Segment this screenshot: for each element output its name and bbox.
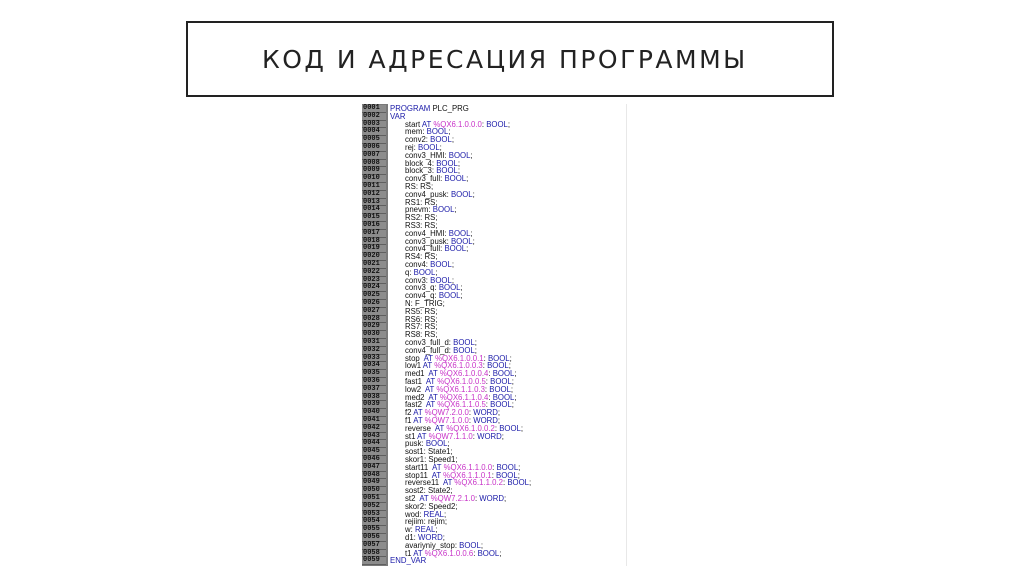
- code-keyword: BOOL: [459, 540, 481, 550]
- code-line: [362, 316, 626, 324]
- code-keyword: AT: [417, 431, 429, 441]
- code-line: [362, 152, 626, 160]
- code-keyword: BOOL: [418, 143, 440, 152]
- code-token: ;: [518, 462, 521, 472]
- code-token: ;: [451, 260, 454, 269]
- code-token: ;: [466, 244, 469, 254]
- code-token: ;: [448, 127, 451, 137]
- code-address: %QX6.1.0.0.3: [434, 361, 483, 371]
- code-token: ;: [470, 228, 473, 238]
- line-number: 0042: [362, 425, 386, 433]
- line-number: 0030: [362, 331, 386, 339]
- code-token: skor2: Speed2;: [405, 501, 458, 511]
- code-keyword: AT: [425, 400, 438, 410]
- line-number: 0008: [362, 160, 386, 168]
- line-number: 0027: [362, 308, 386, 316]
- code-token: ;: [444, 509, 447, 519]
- code-token: med1: [405, 369, 429, 379]
- code-token: sost1: State1;: [405, 447, 453, 457]
- code-line: [362, 300, 626, 308]
- code-line: [362, 518, 626, 526]
- code-token: :: [468, 408, 474, 418]
- code-keyword: BOOL: [448, 228, 471, 238]
- code-line: [362, 433, 626, 441]
- code-token: :: [483, 353, 488, 363]
- code-token: conv3_HMI:: [405, 150, 449, 160]
- line-number: 0002: [362, 113, 386, 121]
- code-keyword: BOOL: [436, 166, 458, 176]
- code-line: [362, 128, 626, 136]
- code-token: ;: [474, 345, 477, 355]
- code-token: d1:: [405, 533, 419, 542]
- code-keyword: BOOL: [432, 205, 455, 215]
- line-number: 0050: [362, 487, 386, 495]
- code-keyword: AT: [413, 408, 425, 418]
- code-address: %QX6.1.0.0.0: [433, 119, 482, 129]
- code-token: ;: [442, 533, 445, 542]
- code-keyword: BOOL: [430, 275, 452, 285]
- line-number: 0055: [362, 526, 386, 534]
- code-token: ;: [510, 384, 514, 394]
- code-keyword: BOOL: [477, 548, 500, 558]
- code-line: [362, 495, 626, 503]
- code-token: conv4_full_d:: [405, 345, 454, 355]
- line-number: 0025: [362, 292, 386, 300]
- code-token: :: [468, 416, 474, 425]
- code-line: [362, 199, 626, 207]
- code-token: rej:: [405, 143, 418, 152]
- code-address: %QW7.2.1.0: [430, 494, 475, 503]
- code-token: conv4_full:: [405, 244, 445, 254]
- code-token: ;: [472, 189, 475, 199]
- line-number: 0033: [362, 355, 386, 363]
- code-token: :: [485, 377, 491, 386]
- code-token: ;: [457, 158, 461, 168]
- code-token: fast2: [405, 400, 426, 410]
- code-line: [362, 230, 626, 238]
- code-keyword: BOOL: [496, 470, 518, 480]
- code-token: t1: [405, 548, 414, 558]
- code-line: [362, 479, 626, 487]
- code-token: :: [492, 462, 497, 472]
- code-keyword: AT: [423, 353, 436, 363]
- code-keyword: PROGRAM: [390, 104, 433, 113]
- code-token: start: [405, 119, 422, 129]
- code-token: conv4:: [405, 260, 431, 269]
- code-keyword: BOOL: [430, 135, 452, 145]
- code-line: [362, 214, 626, 222]
- code-keyword: AT: [428, 392, 440, 402]
- code-token: conv3_pusk:: [405, 236, 451, 246]
- line-number: 0049: [362, 479, 386, 487]
- code-token: ;: [460, 283, 463, 293]
- slide-title-frame: [186, 21, 834, 97]
- code-keyword: BOOL: [444, 174, 467, 184]
- code-line: [362, 144, 626, 152]
- code-keyword: BOOL: [430, 260, 452, 269]
- code-token: block_4:: [405, 158, 437, 168]
- code-token: avariyniy_stop:: [405, 540, 460, 550]
- code-token: RS3: RS;: [405, 221, 438, 230]
- line-number: 0011: [362, 183, 386, 191]
- line-number: 0038: [362, 394, 386, 402]
- code-token: ;: [507, 119, 511, 129]
- code-line: [362, 183, 626, 191]
- code-address: %QW7.1.0.0: [424, 416, 469, 425]
- code-token: :: [473, 548, 478, 558]
- line-number: 0031: [362, 339, 386, 347]
- code-token: conv3_full_d:: [405, 338, 454, 347]
- line-number: 0018: [362, 238, 386, 246]
- code-keyword: REAL: [423, 509, 445, 519]
- code-address: %QX6.1.0.0.4: [439, 369, 489, 379]
- code-token: stop: [405, 353, 424, 363]
- code-token: ;: [447, 439, 450, 449]
- line-number: 0046: [362, 456, 386, 464]
- code-token: ;: [514, 369, 517, 379]
- line-number: 0044: [362, 440, 386, 448]
- code-token: f1: [405, 416, 414, 425]
- code-keyword: BOOL: [487, 361, 509, 371]
- line-number: 0047: [362, 464, 386, 472]
- code-token: skor1: Speed1;: [405, 455, 458, 464]
- code-token: reverse: [405, 423, 435, 433]
- code-token: :: [488, 369, 493, 379]
- code-line: [362, 121, 626, 129]
- code-token: st1: [405, 431, 418, 441]
- code-keyword: AT: [431, 470, 444, 480]
- line-number: 0059: [362, 557, 386, 565]
- code-keyword: BOOL: [450, 236, 473, 246]
- line-number: 0003: [362, 121, 386, 129]
- code-token: :: [494, 423, 500, 433]
- line-number: 0015: [362, 214, 386, 222]
- code-token: conv3_full:: [405, 174, 445, 184]
- code-keyword: BOOL: [450, 189, 473, 199]
- code-token: ;: [509, 353, 512, 363]
- code-token: ;: [514, 392, 517, 402]
- code-token: :: [472, 431, 478, 441]
- code-token: conv2:: [405, 135, 431, 145]
- code-keyword: AT: [425, 377, 438, 386]
- line-number: 0036: [362, 378, 386, 386]
- code-token: ;: [451, 275, 454, 285]
- code-token: ;: [470, 150, 473, 160]
- line-number: 0053: [362, 511, 386, 519]
- line-number: 0039: [362, 401, 386, 409]
- line-number: 0052: [362, 503, 386, 511]
- code-keyword: BOOL: [492, 369, 515, 379]
- code-keyword: BOOL: [438, 291, 461, 301]
- line-number: 0034: [362, 362, 386, 370]
- code-keyword: AT: [422, 361, 435, 371]
- code-keyword: AT: [443, 478, 455, 488]
- code-token: wod:: [405, 509, 424, 519]
- code-token: ;: [454, 205, 457, 215]
- line-number: 0001: [362, 105, 386, 113]
- code-line: [362, 245, 626, 253]
- code-token: :: [502, 478, 508, 488]
- code-token: ;: [517, 470, 520, 480]
- code-token: ;: [451, 135, 454, 145]
- line-number: 0016: [362, 222, 386, 230]
- line-number: 0040: [362, 409, 386, 417]
- code-line: [362, 175, 626, 183]
- line-number: 0009: [362, 167, 386, 175]
- line-number: 0048: [362, 472, 386, 480]
- code-token: :: [482, 361, 488, 371]
- code-keyword: BOOL: [425, 439, 448, 449]
- line-number: 0051: [362, 495, 386, 503]
- line-number: 0043: [362, 433, 386, 441]
- code-line: [362, 167, 626, 175]
- line-number: 0037: [362, 386, 386, 394]
- code-token: sost2: State2;: [405, 486, 453, 496]
- code-line: [362, 269, 626, 277]
- line-number: 0021: [362, 261, 386, 269]
- code-line: [362, 534, 626, 542]
- code-token: ;: [457, 166, 461, 176]
- code-token: st2: [405, 494, 420, 503]
- code-token: RS5: RS;: [405, 306, 438, 316]
- code-keyword: BOOL: [453, 338, 475, 347]
- code-keyword: WORD: [473, 416, 498, 425]
- code-token: ;: [528, 478, 532, 488]
- code-token: ;: [499, 548, 502, 558]
- line-number: 0028: [362, 316, 386, 324]
- code-address: %QX6.1.1.0.1: [443, 470, 492, 480]
- code-address: %QX6.1.0.0.2: [446, 423, 495, 433]
- code-line: [362, 284, 626, 292]
- code-line: [362, 526, 626, 534]
- code-keyword: BOOL: [507, 478, 529, 488]
- code-line: [362, 557, 626, 565]
- code-keyword: AT: [419, 494, 431, 503]
- code-address: %QW7.1.1.0: [428, 431, 473, 441]
- code-address: %QX6.1.0.0.1: [435, 353, 484, 363]
- code-token: ;: [497, 416, 501, 425]
- line-number: 0010: [362, 175, 386, 183]
- code-keyword: AT: [413, 416, 425, 425]
- code-token: ;: [508, 361, 511, 371]
- code-keyword: BOOL: [499, 423, 521, 433]
- code-token: conv4_HMI:: [405, 228, 449, 238]
- code-token: ;: [511, 377, 514, 386]
- code-address: %QX6.1.1.0.0: [443, 462, 493, 472]
- code-token: PLC_PRG: [432, 104, 469, 113]
- code-line: [362, 292, 626, 300]
- code-keyword: BOOL: [487, 353, 510, 363]
- line-number: 0026: [362, 300, 386, 308]
- code-keyword: BOOL: [492, 392, 515, 402]
- code-address: %QX6.1.1.0.3: [436, 384, 485, 394]
- code-keyword: WORD: [473, 408, 498, 418]
- code-token: ;: [460, 291, 463, 301]
- slide-title: КОД И АДРЕСАЦИЯ ПРОГРАММЫ: [262, 44, 748, 74]
- code-token: :: [491, 470, 497, 480]
- code-token: ;: [480, 540, 484, 550]
- code-line: [362, 261, 626, 269]
- code-keyword: WORD: [477, 431, 502, 441]
- code-keyword: BOOL: [436, 158, 458, 168]
- code-token: low1: [405, 361, 423, 371]
- code-address: %QX6.1.1.0.4: [439, 392, 489, 402]
- code-address: %QX6.1.1.0.2: [454, 478, 503, 488]
- line-number: 0017: [362, 230, 386, 238]
- code-keyword: AT: [421, 119, 434, 129]
- line-number: 0035: [362, 370, 386, 378]
- code-keyword: WORD: [418, 533, 443, 542]
- code-token: :: [481, 119, 487, 129]
- code-line: [362, 238, 626, 246]
- code-token: low2: [405, 384, 425, 394]
- line-number: 0014: [362, 206, 386, 214]
- code-token: :: [474, 494, 480, 503]
- code-token: RS7: RS;: [405, 322, 438, 332]
- code-keyword: WORD: [479, 494, 504, 503]
- code-text: [390, 113, 405, 121]
- code-keyword: BOOL: [426, 127, 449, 137]
- code-token: RS6: RS;: [405, 314, 438, 324]
- code-line: [362, 253, 626, 261]
- code-token: q:: [405, 267, 414, 277]
- code-token: ;: [497, 408, 501, 418]
- code-token: reverse11: [405, 478, 443, 488]
- code-keyword: BOOL: [496, 462, 519, 472]
- code-token: conv3_q:: [405, 283, 439, 293]
- code-token: ;: [435, 525, 438, 535]
- code-keyword: VAR: [390, 111, 406, 121]
- code-token: w:: [405, 525, 415, 535]
- code-keyword: BOOL: [444, 244, 467, 254]
- code-token: ;: [439, 143, 442, 152]
- code-keyword: BOOL: [486, 119, 508, 129]
- code-keyword: BOOL: [453, 345, 475, 355]
- code-line: [362, 160, 626, 168]
- line-number: 0007: [362, 152, 386, 160]
- code-token: RS2: RS;: [405, 213, 438, 223]
- code-address: %QX6.1.0.0.6: [424, 548, 474, 558]
- line-number: 0006: [362, 144, 386, 152]
- code-token: RS1: RS;: [405, 197, 438, 207]
- line-number: 0056: [362, 534, 386, 542]
- code-token: stop11: [405, 470, 432, 480]
- code-address: %QW7.2.0.0: [424, 408, 469, 418]
- code-token: :: [485, 400, 491, 410]
- code-keyword: AT: [432, 462, 444, 472]
- line-number: 0057: [362, 542, 386, 550]
- code-token: fast1: [405, 377, 426, 386]
- code-token: RS: RS;: [405, 182, 434, 191]
- code-token: start11: [405, 462, 433, 472]
- code-token: block_3:: [405, 166, 437, 176]
- code-token: rejiim: rejim;: [405, 517, 448, 527]
- code-token: ;: [472, 236, 475, 246]
- line-number: 0013: [362, 199, 386, 207]
- code-token: ;: [520, 423, 524, 433]
- line-number: 0023: [362, 277, 386, 285]
- line-number: 0041: [362, 417, 386, 425]
- code-token: ;: [466, 174, 469, 184]
- code-token: conv4_q:: [405, 291, 439, 301]
- line-number: 0032: [362, 347, 386, 355]
- line-number: 0012: [362, 191, 386, 199]
- code-token: conv4_pusk:: [405, 189, 451, 199]
- code-token: pnevm:: [405, 205, 433, 215]
- code-line: [362, 448, 626, 456]
- code-token: RS8: RS;: [405, 330, 438, 340]
- code-token: ;: [511, 400, 514, 410]
- line-number: 0058: [362, 550, 386, 558]
- code-line: [362, 331, 626, 339]
- code-keyword: REAL: [414, 525, 436, 535]
- code-line: [362, 136, 626, 144]
- code-token: :: [488, 392, 493, 402]
- code-token: RS4: RS;: [405, 252, 438, 262]
- code-token: ;: [435, 267, 438, 277]
- code-token: ;: [503, 494, 507, 503]
- line-number: 0005: [362, 136, 386, 144]
- code-token: :: [484, 384, 490, 394]
- code-line: [362, 323, 626, 331]
- line-number: 0004: [362, 128, 386, 136]
- code-address: %QX6.1.1.0.5: [437, 400, 486, 410]
- code-keyword: BOOL: [413, 267, 436, 277]
- code-text: [390, 557, 426, 565]
- code-line: [362, 503, 626, 511]
- code-token: ;: [501, 431, 504, 441]
- line-number: 0045: [362, 448, 386, 456]
- code-line: [362, 511, 626, 519]
- code-keyword: AT: [428, 369, 440, 379]
- code-line: [362, 339, 626, 347]
- code-keyword: BOOL: [490, 400, 512, 410]
- code-keyword: AT: [413, 548, 425, 558]
- line-number: 0054: [362, 518, 386, 526]
- code-keyword: BOOL: [438, 283, 461, 293]
- line-number: 0020: [362, 253, 386, 261]
- code-keyword: END_VAR: [390, 556, 427, 566]
- code-token: f2: [405, 408, 414, 418]
- code-token: N: F_TRIG;: [405, 299, 445, 308]
- code-token: med2: [405, 392, 429, 402]
- line-number: 0022: [362, 269, 386, 277]
- code-listing-image: [362, 104, 627, 566]
- code-keyword: BOOL: [448, 150, 471, 160]
- code-token: pusk:: [405, 439, 426, 449]
- code-line: [362, 206, 626, 214]
- code-token: conv3:: [405, 275, 431, 285]
- line-number: 0029: [362, 323, 386, 331]
- code-line: [362, 440, 626, 448]
- code-line: [362, 222, 626, 230]
- code-line: [362, 277, 626, 285]
- code-token: ;: [474, 338, 477, 347]
- code-keyword: AT: [424, 384, 437, 394]
- code-token: mem:: [405, 127, 427, 137]
- line-number: 0019: [362, 245, 386, 253]
- line-number: 0024: [362, 284, 386, 292]
- code-keyword: BOOL: [489, 384, 511, 394]
- code-keyword: AT: [434, 423, 447, 433]
- code-address: %QX6.1.0.0.5: [437, 377, 486, 386]
- code-line: [362, 191, 626, 199]
- code-keyword: BOOL: [490, 377, 512, 386]
- code-line: [362, 308, 626, 316]
